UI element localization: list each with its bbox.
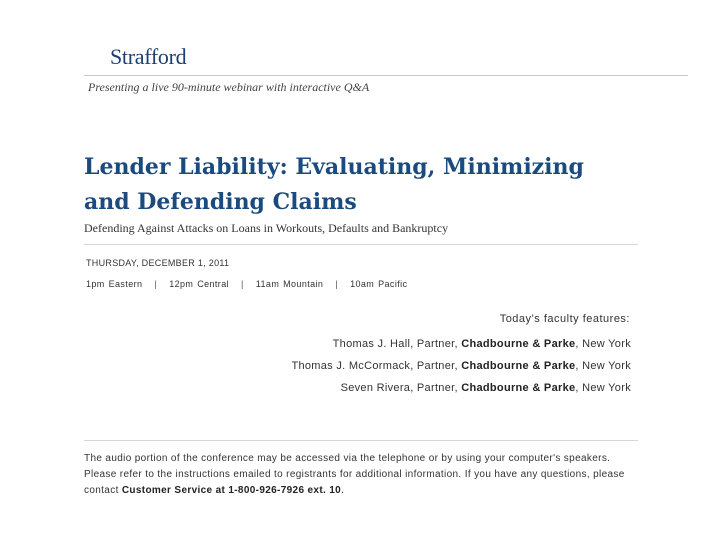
faculty-location: , New York — [575, 382, 631, 394]
time-separator: | — [241, 279, 244, 289]
time-mountain: 11am Mountain — [255, 279, 324, 289]
webinar-times — [86, 279, 407, 289]
time-separator: | — [154, 279, 158, 289]
audio-instructions — [84, 451, 644, 499]
customer-service-contact: Customer Service at 1-800-926-7926 ext. 10 — [121, 485, 342, 496]
faculty-name-role: Thomas J. Hall, Partner, — [332, 338, 462, 350]
title-line-2: and Defending Claims — [84, 189, 357, 215]
webinar-title — [84, 150, 644, 220]
tagline: Presenting a live 90-minute webinar with interactive Q&A — [88, 80, 370, 94]
faculty-name-role: Seven Rivera, Partner, — [340, 382, 462, 394]
faculty-list — [291, 336, 631, 402]
faculty-member — [291, 336, 631, 358]
webinar-date: THURSDAY, DECEMBER 1, 2011 — [86, 258, 230, 268]
faculty-name-role: Thomas J. McCormack, Partner, — [291, 360, 462, 372]
time-separator: | — [335, 279, 339, 289]
time-eastern: 1pm Eastern — [86, 279, 143, 289]
faculty-member — [291, 358, 631, 380]
webinar-subtitle: Defending Against Attacks on Loans in Workouts, Defaults and Bankruptcy — [84, 221, 449, 235]
time-central: 12pm Central — [169, 279, 230, 289]
faculty-heading: Today’s faculty features: — [499, 313, 630, 325]
faculty-firm: Chadbourne & Parke — [461, 382, 576, 394]
audio-note: The audio portion of the conference may be accessed via the telephone or by using your computer's speakers. Please refer to the instructions emailed to registrants for additional information. If you have any questions, please contact — [84, 453, 625, 496]
title-line-1: Lender Liability: Evaluating, Minimizing — [84, 154, 584, 180]
faculty-firm: Chadbourne & Parke — [461, 360, 576, 372]
faculty-firm: Chadbourne & Parke — [461, 338, 576, 350]
header-divider — [84, 75, 688, 76]
faculty-location: , New York — [575, 338, 631, 350]
strafford-logo: Strafford — [110, 44, 187, 69]
faculty-member — [291, 380, 631, 402]
audio-note-end: . — [341, 485, 345, 496]
footer-divider — [84, 440, 638, 441]
time-pacific: 10am Pacific — [350, 279, 408, 289]
title-divider — [84, 244, 638, 245]
faculty-location: , New York — [575, 360, 631, 372]
